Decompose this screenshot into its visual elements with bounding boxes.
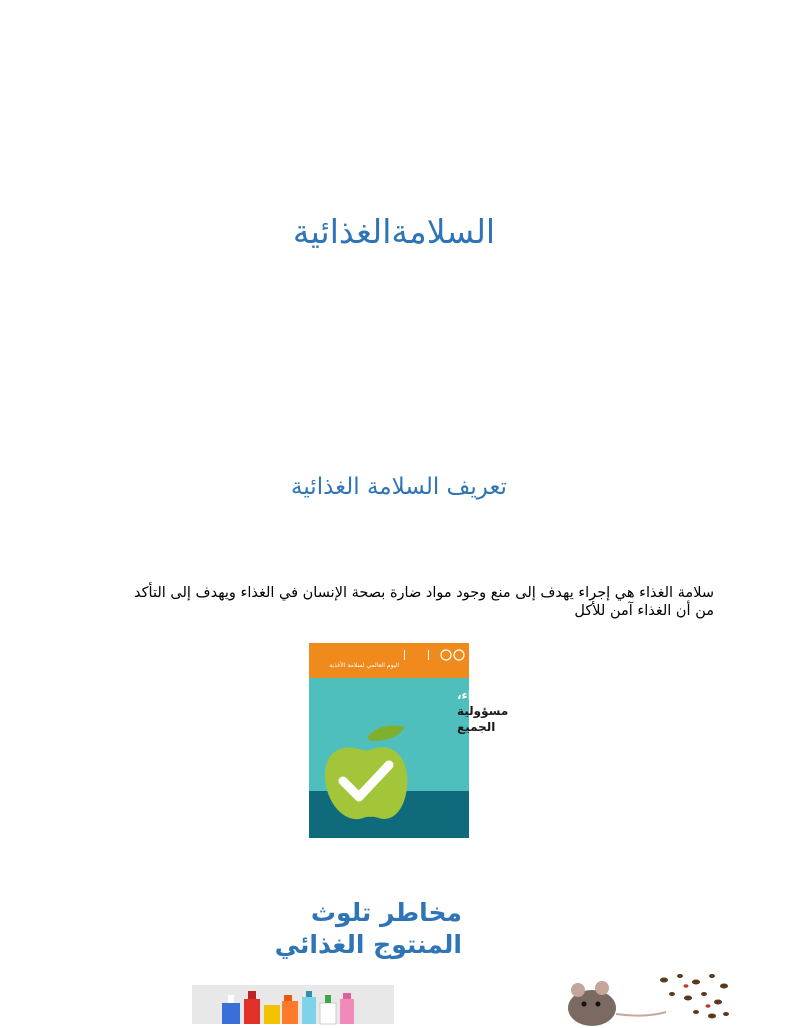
- definition-paragraph: [60, 584, 714, 620]
- poster-graphic: [309, 643, 534, 838]
- cleaning-products-image: [192, 985, 394, 1024]
- document-title: السلامةالغذائية: [292, 212, 496, 251]
- poster-slogan-line-2: مسؤولية: [457, 704, 509, 718]
- pests-graphic: [556, 968, 732, 1024]
- poster-slogan-line-3: الجميع: [457, 720, 496, 734]
- food-safety-poster: [309, 643, 534, 838]
- cleaning-products-graphic: [192, 985, 394, 1024]
- pests-rodents-image: [556, 968, 732, 1024]
- risks-heading: [250, 897, 462, 961]
- poster-slogan-line-1: سلامة الغذاء،: [457, 688, 534, 702]
- section-heading-definition: تعريف السلامة الغذائية: [291, 474, 507, 500]
- risks-heading-line-1: مخاطر تلوث: [310, 898, 462, 927]
- definition-line-1: سلامة الغذاء هي إجراء يهدف إلى منع وجود مواد ضارة بصحة الإنسان في الغذاء ويهدف إلى التأكد: [134, 585, 714, 601]
- risks-heading-line-2: المنتوج الغذائي: [274, 930, 462, 959]
- definition-line-2: من أن الغذاء آمن للأكل: [574, 603, 714, 619]
- poster-header-text: اليوم العالمي لسلامة الأغذية: [329, 662, 399, 669]
